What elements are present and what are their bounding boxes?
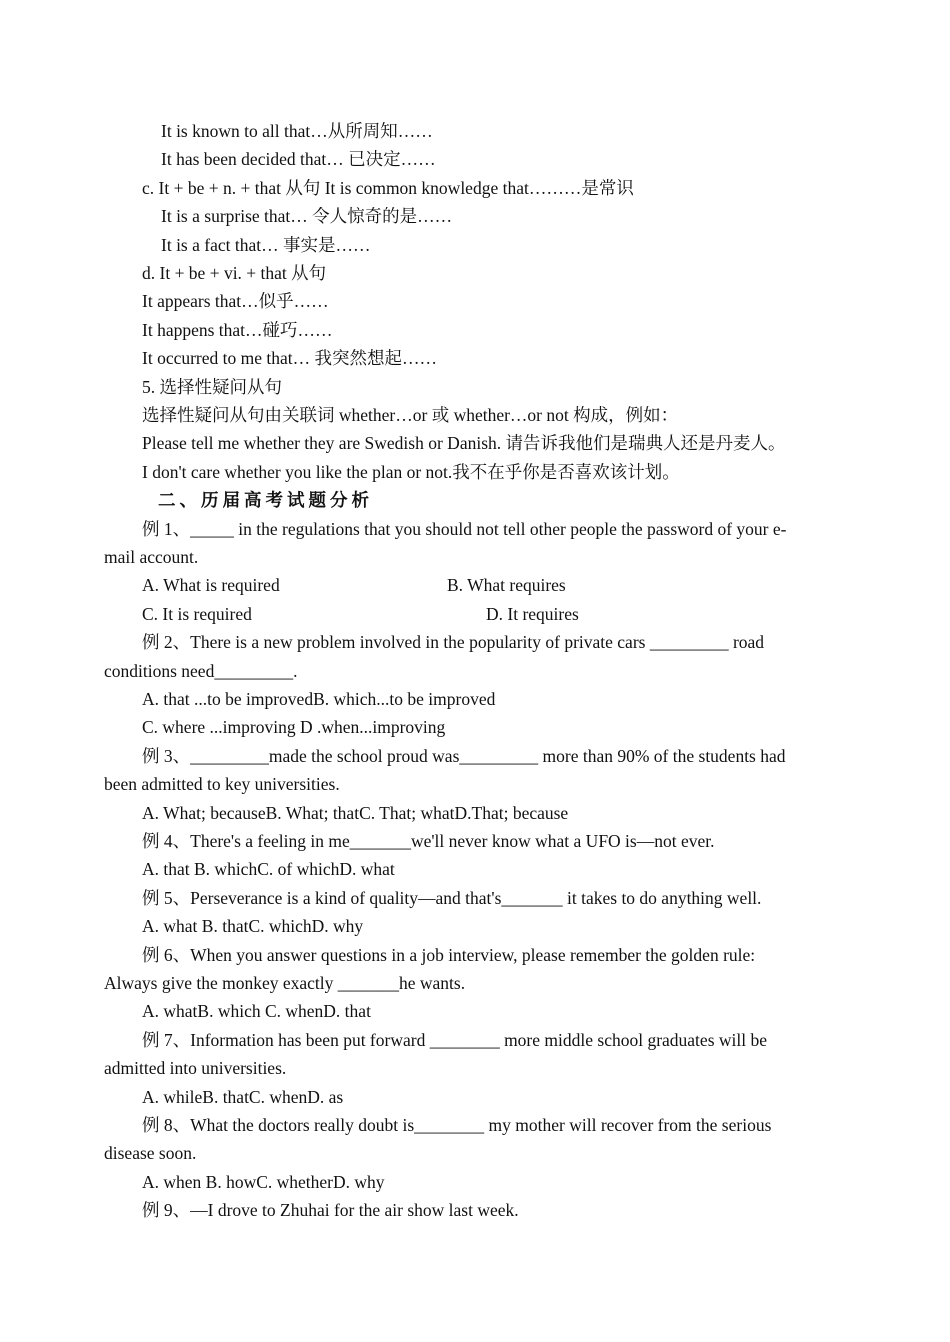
text-line: Please tell me whether they are Swedish or Danish. 请告诉我他们是瑞典人还是丹麦人。	[142, 433, 786, 453]
question-9: 例 9、—I drove to Zhuhai for the air show last week.	[142, 1200, 519, 1220]
option-b: B. What requires	[447, 575, 566, 595]
question-7: 例 7、Information has been put forward ________ more middle school graduates will be	[142, 1030, 767, 1050]
question-1: 例 1、_____ in the regulations that you should not tell other people the password of your e-	[142, 519, 787, 539]
text-line: I don't care whether you like the plan or not.我不在乎你是否喜欢该计划。	[142, 462, 680, 482]
option-d: D. It requires	[486, 604, 579, 624]
text-line: It is known to all that…从所周知……	[161, 121, 433, 141]
options-line: A. when B. howC. whetherD. why	[142, 1172, 385, 1192]
question-2: 例 2、There is a new problem involved in the popularity of private cars _________ road	[142, 632, 765, 652]
question-4: 例 4、There's a feeling in me_______we'll never know what a UFO is—not ever.	[142, 831, 715, 851]
text-line: c. It + be + n. + that 从句 It is common knowledge that………是常识	[142, 178, 634, 198]
text-line: It has been decided that… 已决定……	[161, 149, 436, 169]
option-c: C. It is required	[142, 604, 252, 624]
question-1-cont: mail account.	[104, 547, 199, 567]
question-3: 例 3、_________made the school proud was_________ more than 90% of the students had	[142, 746, 786, 766]
text-line: It happens that…碰巧……	[142, 320, 333, 340]
options-line: A. what B. thatC. whichD. why	[142, 916, 364, 936]
question-8: 例 8、What the doctors really doubt is________ my mother will recover from the serious	[142, 1115, 772, 1135]
options-line: A. whileB. thatC. whenD. as	[142, 1087, 344, 1107]
options-line: A. that B. whichC. of whichD. what	[142, 859, 395, 879]
question-3-cont: been admitted to key universities.	[104, 774, 340, 794]
section-subheading: 5. 选择性疑问从句	[142, 377, 282, 397]
section-heading: 二、历届高考试题分析	[158, 490, 373, 510]
text-line: 选择性疑问从句由关联词 whether…or 或 whether…or not 构成，例如：	[142, 405, 679, 425]
question-2-cont: conditions need_________.	[104, 661, 298, 681]
option-a: A. What is required	[142, 575, 280, 595]
question-5: 例 5、Perseverance is a kind of quality—and that's_______ it takes to do anything well.	[142, 888, 762, 908]
text-line: It appears that…似乎……	[142, 291, 329, 311]
text-line: It occurred to me that… 我突然想起……	[142, 348, 438, 368]
question-6: 例 6、When you answer questions in a job interview, please remember the golden rule:	[142, 945, 756, 965]
options-line: A. that ...to be improvedB. which...to be improved	[142, 689, 496, 709]
question-7-cont: admitted into universities.	[104, 1058, 287, 1078]
text-line: d. It + be + vi. + that 从句	[142, 263, 327, 283]
question-8-cont: disease soon.	[104, 1143, 197, 1163]
options-line: C. where ...improving D .when...improving	[142, 717, 446, 737]
text-line: It is a surprise that… 令人惊奇的是……	[161, 206, 453, 226]
options-line: A. What; becauseB. What; thatC. That; whatD.That; because	[142, 803, 569, 823]
options-line: A. whatB. which C. whenD. that	[142, 1001, 371, 1021]
text-line: It is a fact that… 事实是……	[161, 235, 371, 255]
question-6-cont: Always give the monkey exactly _______he wants.	[104, 973, 466, 993]
